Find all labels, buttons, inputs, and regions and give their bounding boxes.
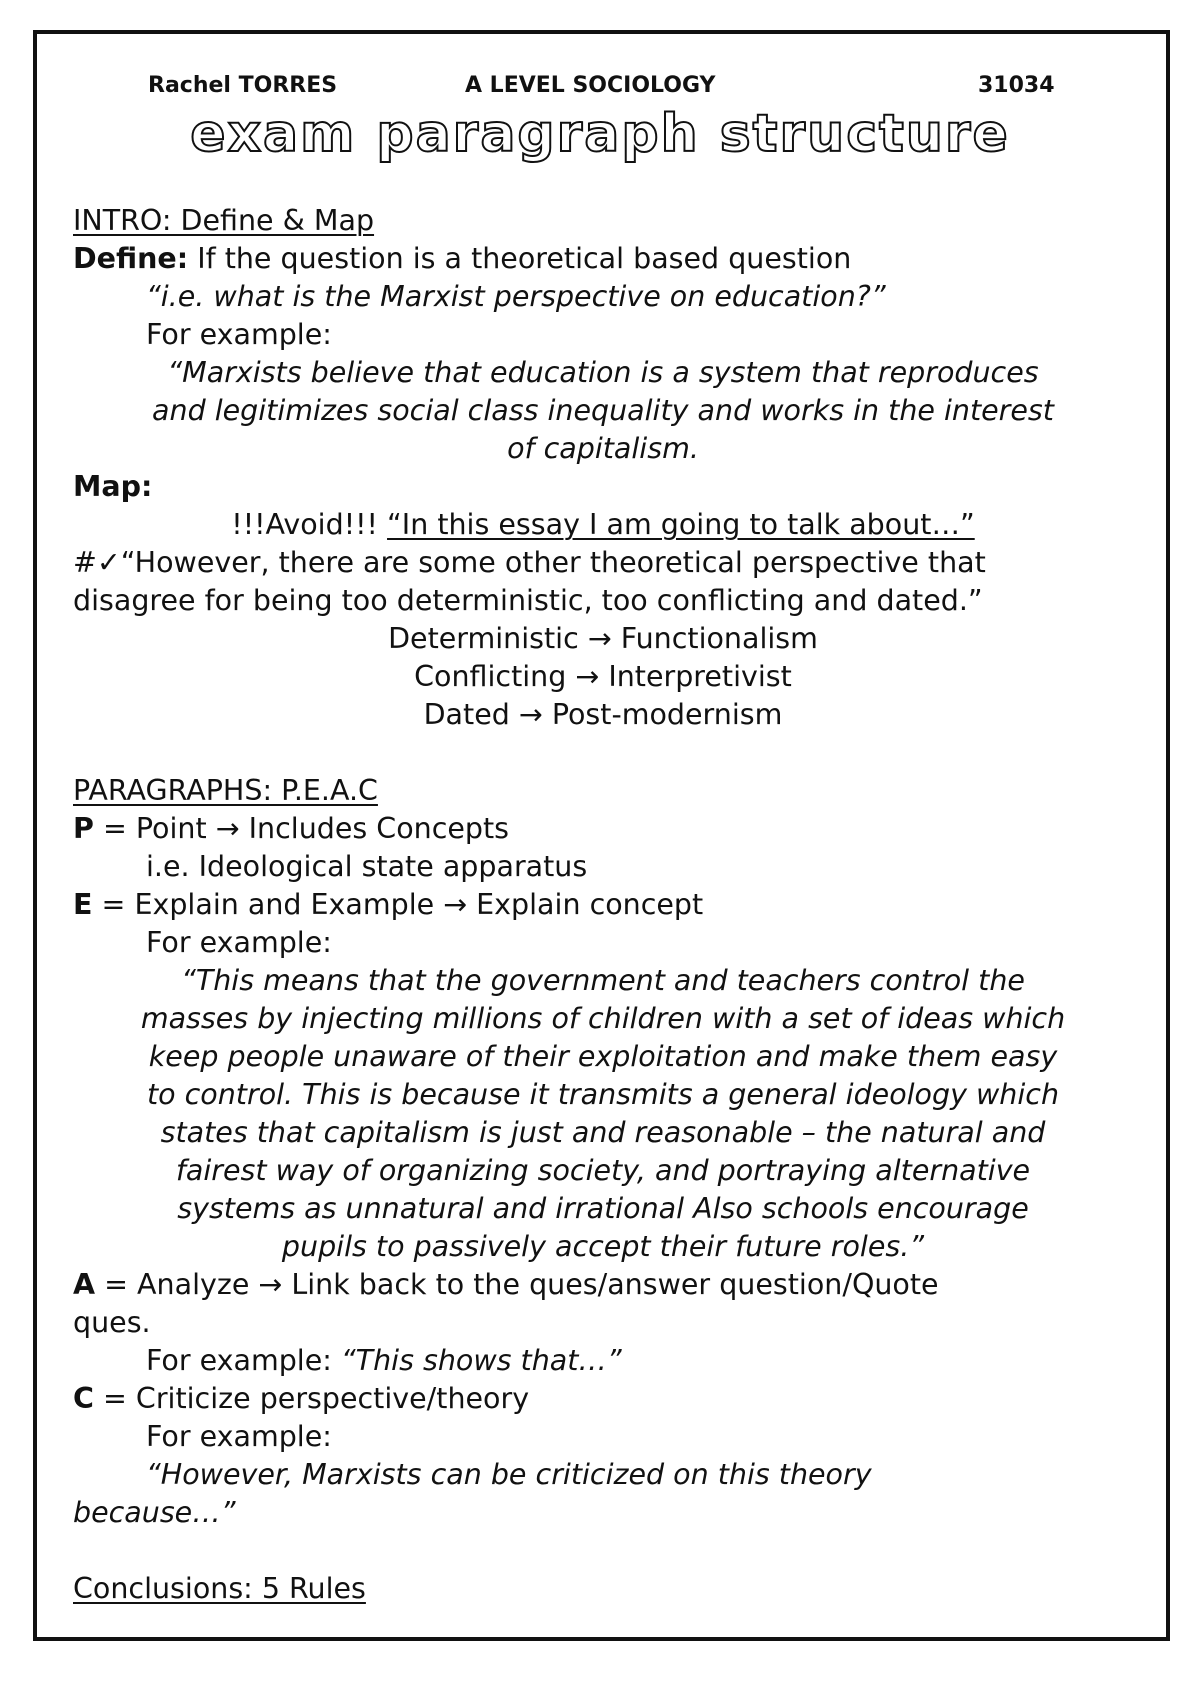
analyze-for-example: For example: <box>146 1344 341 1377</box>
define-example-question: “i.e. what is the Marxist perspective on education?” <box>146 280 886 313</box>
point-label: P <box>73 812 94 845</box>
analyze-line <box>73 1266 1133 1304</box>
avoid-quote: “In this essay I am going to talk about…” <box>387 508 975 541</box>
define-quote-line-2: and legitimizes social class inequality and works in the interest <box>152 394 1054 427</box>
document-code: 31034 <box>978 73 1055 98</box>
define-for-example: For example: <box>146 318 332 351</box>
explain-label: E <box>73 888 93 921</box>
subject-title: A LEVEL SOCIOLOGY <box>465 73 716 98</box>
explain-quote-line-1: “This means that the government and teachers control the <box>181 964 1025 997</box>
analyze-label: A <box>73 1268 96 1301</box>
explain-quote-line-4: to control. This is because it transmits a general ideology which <box>146 1078 1060 1111</box>
define-label: Define: <box>73 242 189 275</box>
explain-quote-line-6: fairest way of organizing society, and portraying alternative <box>175 1154 1031 1187</box>
criticize-text: = Criticize perspective/theory <box>93 1382 530 1415</box>
analyze-example-line <box>73 1342 1133 1380</box>
paragraphs-heading: PARAGRAPHS: P.E.A.C <box>73 774 378 807</box>
map-label: Map: <box>73 470 153 503</box>
explain-text: = Explain and Example → Explain concept <box>92 888 704 921</box>
explain-quote-line-7: systems as unnatural and irrational Also schools encourage <box>177 1192 1029 1225</box>
page-title: exam paragraph structure <box>190 104 1010 164</box>
explain-quote-line-5: states that capitalism is just and reasonable – the natural and <box>160 1116 1046 1149</box>
analyze-text-2: ques. <box>73 1306 151 1339</box>
criticize-line <box>73 1380 1133 1418</box>
intro-heading: INTRO: Define & Map <box>73 204 375 237</box>
mapping-deterministic: Deterministic → Functionalism <box>388 622 818 655</box>
criticize-quote-line-1: “However, Marxists can be criticized on this theory <box>146 1458 872 1491</box>
author-name: Rachel TORRES <box>148 73 338 98</box>
conclusions-heading: Conclusions: 5 Rules <box>73 1572 366 1605</box>
explain-quote-line-2: masses by injecting millions of children with a set of ideas which <box>140 1002 1066 1035</box>
define-quote-line-1: “Marxists believe that education is a system that reproduces <box>167 356 1039 389</box>
good-example-line-1: #✓“However, there are some other theoretical perspective that <box>73 546 986 579</box>
define-quote-line-3: of capitalism. <box>507 432 699 465</box>
document-header <box>0 73 1200 103</box>
explain-line <box>73 886 1133 924</box>
section-spacer <box>73 734 1133 772</box>
point-text: = Point → Includes Concepts <box>93 812 510 845</box>
section-spacer <box>73 1532 1133 1570</box>
mapping-conflicting: Conflicting → Interpretivist <box>414 660 792 693</box>
explain-for-example: For example: <box>146 926 332 959</box>
explain-quote-line-8: pupils to passively accept their future roles.” <box>281 1230 925 1263</box>
criticize-for-example: For example: <box>146 1420 332 1453</box>
mapping-dated: Dated → Post-modernism <box>423 698 783 731</box>
define-text: If the question is a theoretical based question <box>188 242 852 275</box>
define-line <box>73 240 1133 278</box>
point-line <box>73 810 1133 848</box>
analyze-text-1: = Analyze → Link back to the ques/answer question/Quote <box>95 1268 939 1301</box>
avoid-line <box>73 506 1133 544</box>
criticize-quote-line-2: because…” <box>73 1496 236 1529</box>
good-example-line-2: disagree for being too deterministic, too conflicting and dated.” <box>73 584 983 617</box>
point-example: i.e. Ideological state apparatus <box>146 850 588 883</box>
document-body <box>73 202 1133 1608</box>
criticize-label: C <box>73 1382 94 1415</box>
explain-quote-line-3: keep people unaware of their exploitation and make them easy <box>148 1040 1058 1073</box>
avoid-label: !!!Avoid!!! <box>231 508 388 541</box>
analyze-example-quote: “This shows that…” <box>340 1344 622 1377</box>
